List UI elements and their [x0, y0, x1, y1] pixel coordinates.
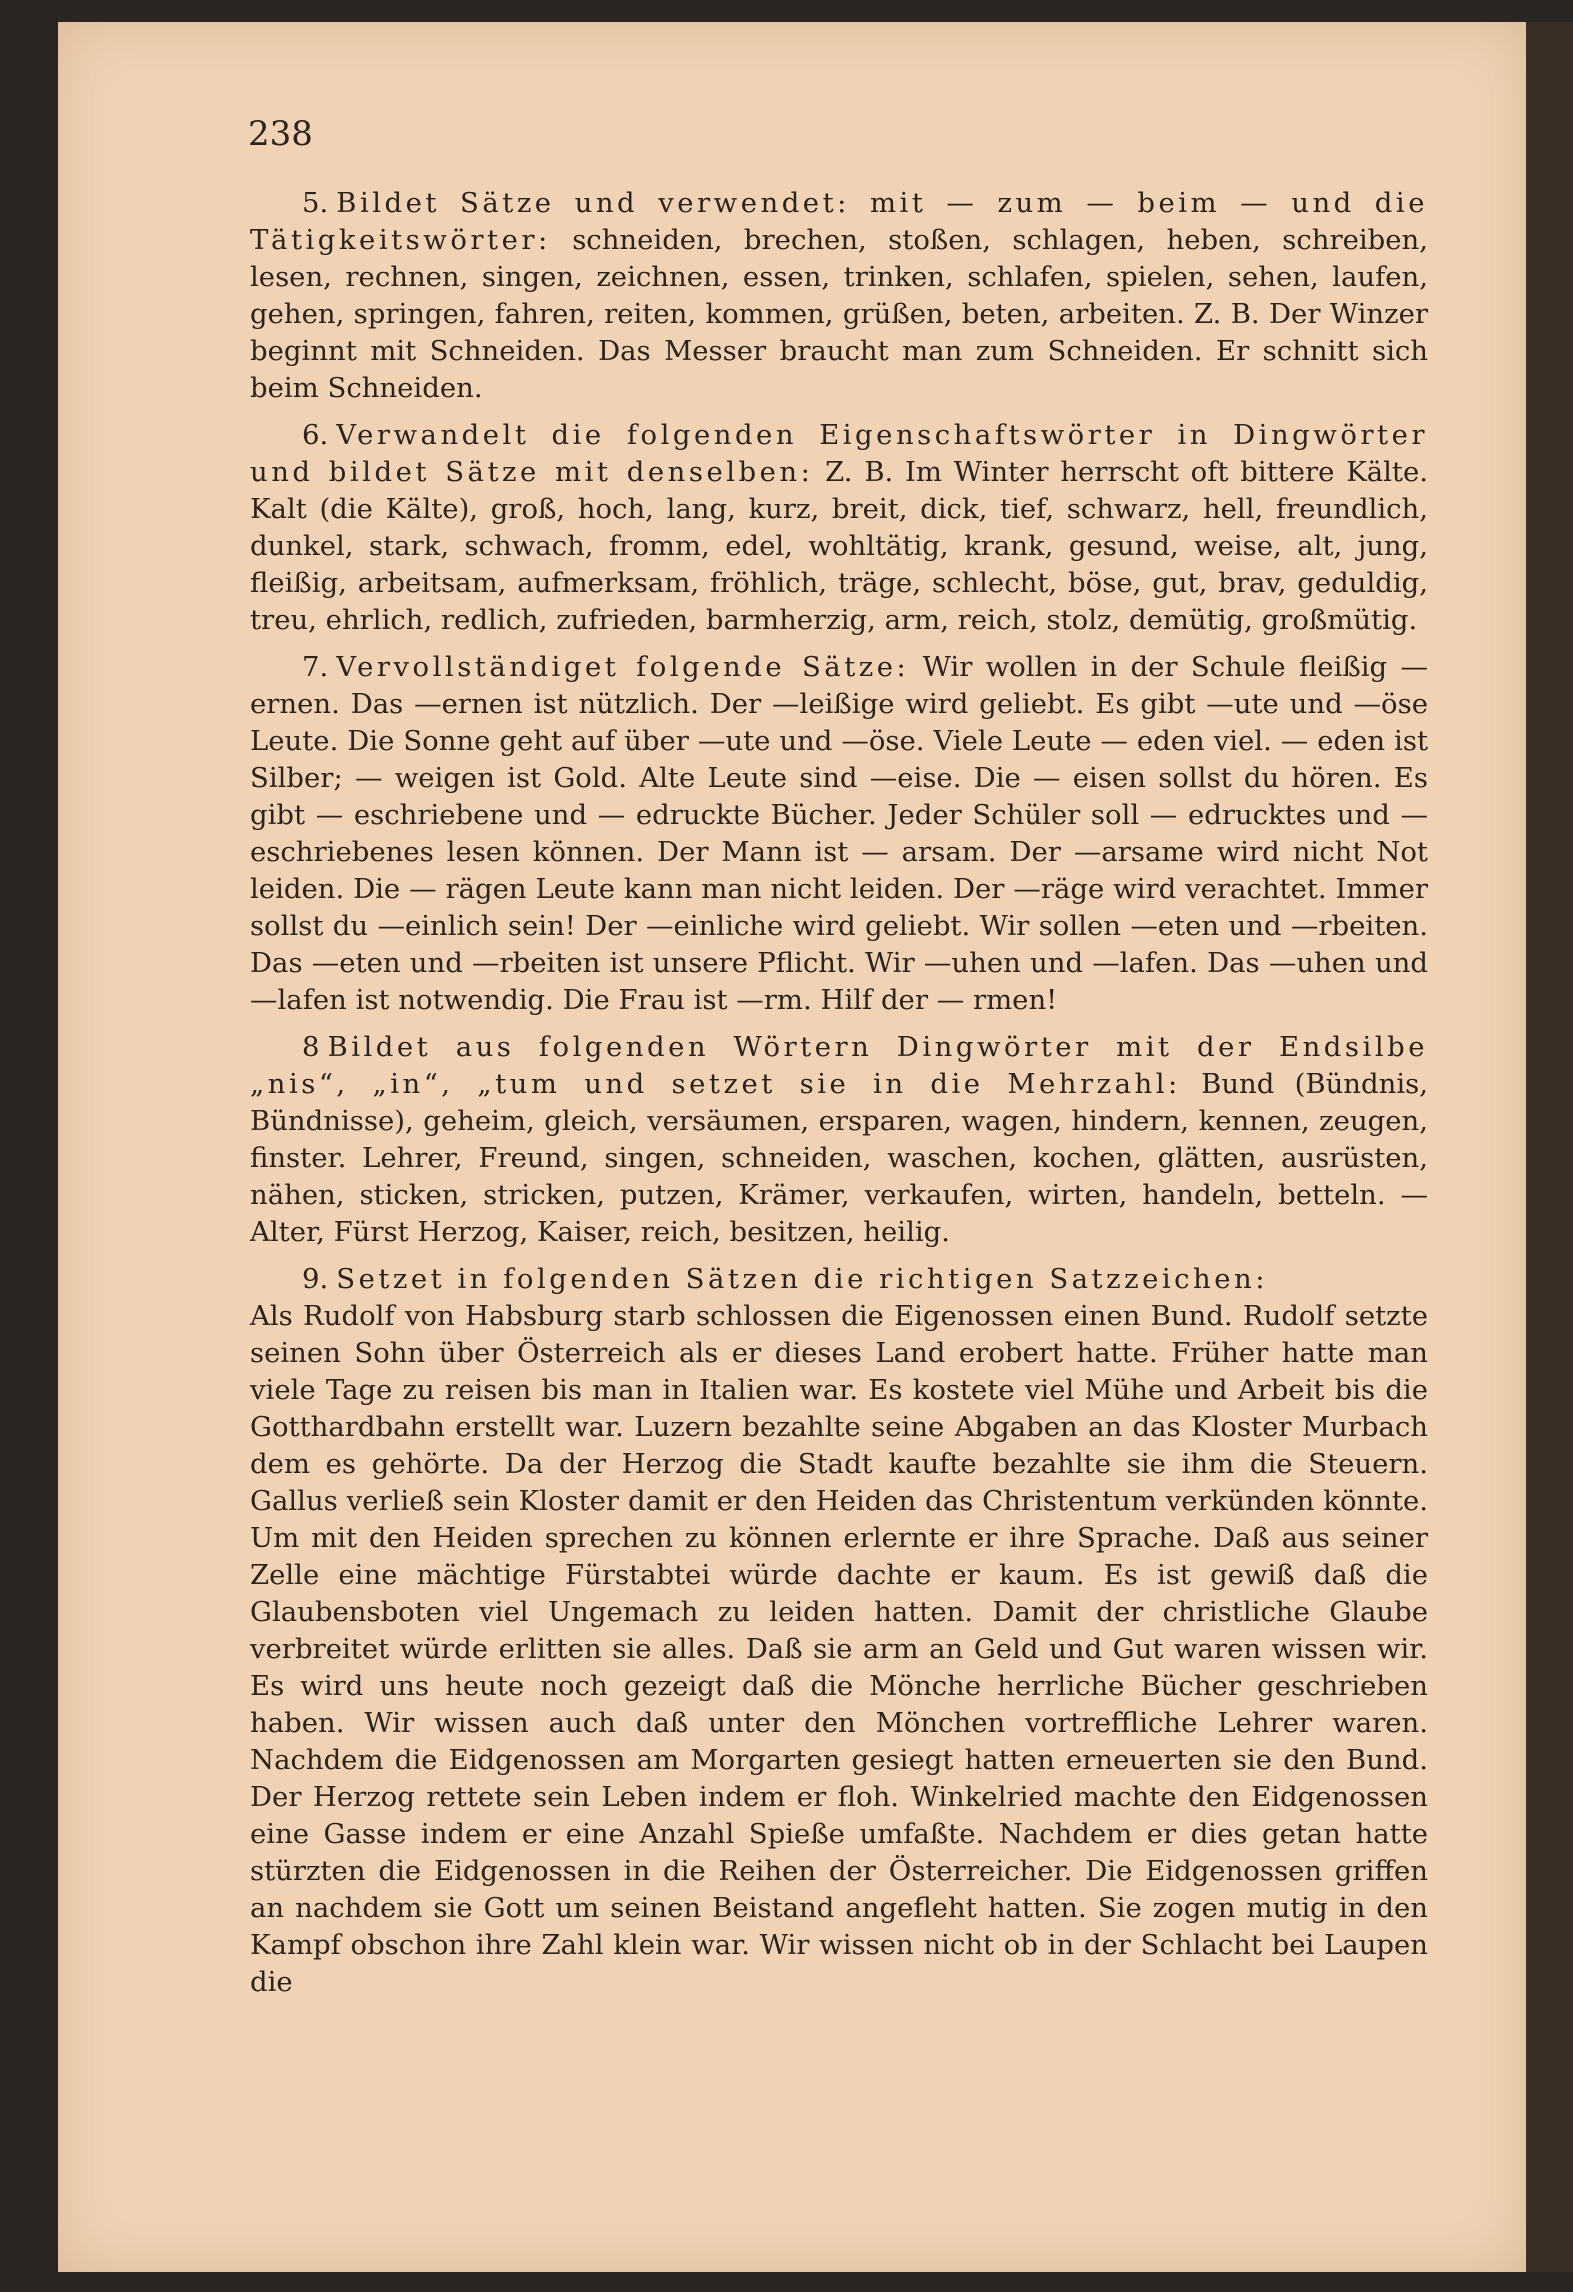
exercise-text: Bund (Bündnis, Bündnisse), geheim, gleich, versäumen, ersparen, wagen, hindern, kennen, zeugen, finster. Lehrer, Freund, singen, schneiden, waschen, kochen, glätten, ausrüsten, nähen, sticken, stricken, putzen, Krämer, verkaufen, wirten, handeln, betteln. — Alter, Fürst Herzog, Kaiser, reich, besitzen, heilig. [250, 1068, 1428, 1248]
exercise-number: 5. [302, 187, 329, 219]
exercise-6 [250, 417, 1428, 639]
exercise-number: 7. [302, 651, 329, 683]
exercise-instruction: Setzet in folgenden Sätzen die richtigen Satzzeichen: [336, 1263, 1269, 1295]
exercise-5 [250, 185, 1428, 407]
exercise-instruction: Verwandelt die folgenden Eigenschaftswörter in Dingwörter und bildet Sätze mit denselben: [250, 419, 1428, 488]
exercise-text: schneiden, brechen, stoßen, schlagen, heben, schreiben, lesen, rechnen, singen, zeichnen, essen, trinken, schlafen, spielen, sehen, laufen, gehen, springen, fahren, reiten, kommen, grüßen, beten, arbeiten. Z. B. Der Winzer beginnt mit Schneiden. Das Messer braucht man zum Schneiden. Er schnitt sich beim Schneiden. [250, 224, 1429, 404]
exercise-instruction: Bildet aus folgenden Wörtern Dingwörter mit der Endsilbe „nis“, „in“, „tum und setzet sie in die Mehrzahl: [250, 1031, 1428, 1100]
exercise-instruction: Bildet Sätze und verwendet: mit — zum — beim — und die Tätigkeitswörter: [250, 187, 1428, 256]
exercise-instruction: Vervollständiget folgende Sätze: [336, 651, 910, 683]
page-number: 238 [248, 114, 313, 154]
exercise-8 [250, 1029, 1428, 1251]
exercise-text: Z. B. Im Winter herrscht oft bittere Kälte. Kalt (die Kälte), groß, hoch, lang, kurz, breit, dick, tief, schwarz, hell, freundlich, dunkel, stark, schwach, fromm, edel, wohltätig, krank, gesund, weise, alt, jung, fleißig, arbeitsam, aufmerksam, fröhlich, träge, schlecht, böse, gut, brav, geduldig, treu, ehrlich, redlich, zufrieden, barmherzig, arm, reich, stolz, demütig, großmütig. [250, 456, 1428, 636]
exercise-number: 6. [302, 419, 329, 451]
exercise-7 [250, 649, 1428, 1019]
book-spine-edge [1526, 22, 1573, 2272]
exercise-number: 9. [302, 1263, 329, 1295]
exercise-text: Wir wollen in der Schule fleißig —ernen. Das —ernen ist nützlich. Der —leißige wird geliebt. Es gibt —ute und —öse Leute. Die Sonne geht auf über —ute und —öse. Viele Leute — eden viel. — eden ist Silber; — weigen ist Gold. Alte Leute sind —eise. Die — eisen sollst du hören. Es gibt — eschriebene und — edruckte Bücher. Jeder Schüler soll — edrucktes und —eschriebenes lesen können. Der Mann ist — arsam. Der —arsame wird nicht Not leiden. Die — rägen Leute kann man nicht leiden. Der —räge wird verachtet. Immer sollst du —einlich sein! Der —einliche wird geliebt. Wir sollen —eten und —rbeiten. Das —eten und —rbeiten ist unsere Pflicht. Wir —uhen und —lafen. Das —uhen und —lafen ist notwendig. Die Frau ist —rm. Hilf der — rmen! [250, 651, 1428, 1016]
page-body [250, 185, 1428, 2011]
exercise-9 [250, 1261, 1428, 2001]
exercise-text: Als Rudolf von Habsburg starb schlossen die Eigenossen einen Bund. Rudolf setzte seinen Sohn über Österreich als er dieses Land erobert hatte. Früher hatte man viele Tage zu reisen bis man in Italien war. Es kostete viel Mühe und Arbeit bis die Gotthardbahn erstellt war. Luzern bezahlte seine Abgaben an das Kloster Murbach dem es gehörte. Da der Herzog die Stadt kaufte bezahlte sie ihm die Steuern. Gallus verließ sein Kloster damit er den Heiden das Christentum verkünden könnte. Um mit den Heiden sprechen zu können erlernte er ihre Sprache. Daß aus seiner Zelle eine mächtige Fürstabtei würde dachte er kaum. Es ist gewiß daß die Glaubensboten viel Ungemach zu leiden hatten. Damit der christliche Glaube verbreitet würde erlitten sie alles. Daß sie arm an Geld und Gut waren wissen wir. Es wird uns heute noch gezeigt daß die Mönche herrliche Bücher geschrieben haben. Wir wissen auch daß unter den Mönchen vortreffliche Lehrer waren. Nachdem die Eidgenossen am Morgarten gesiegt hatten erneuerten sie den Bund. Der Herzog rettete sein Leben indem er floh. Winkelried machte den Eidgenossen eine Gasse indem er eine Anzahl Spieße umfaßte. Nachdem er dies getan hatte stürzten die Eidgenossen in die Reihen der Österreicher. Die Eidgenossen griffen an nachdem sie Gott um seinen Beistand angefleht hatten. Sie zogen mutig in den Kampf obschon ihre Zahl klein war. Wir wissen nicht ob in der Schlacht bei Laupen die [250, 1300, 1428, 1998]
exercise-number: 8 [302, 1031, 320, 1063]
